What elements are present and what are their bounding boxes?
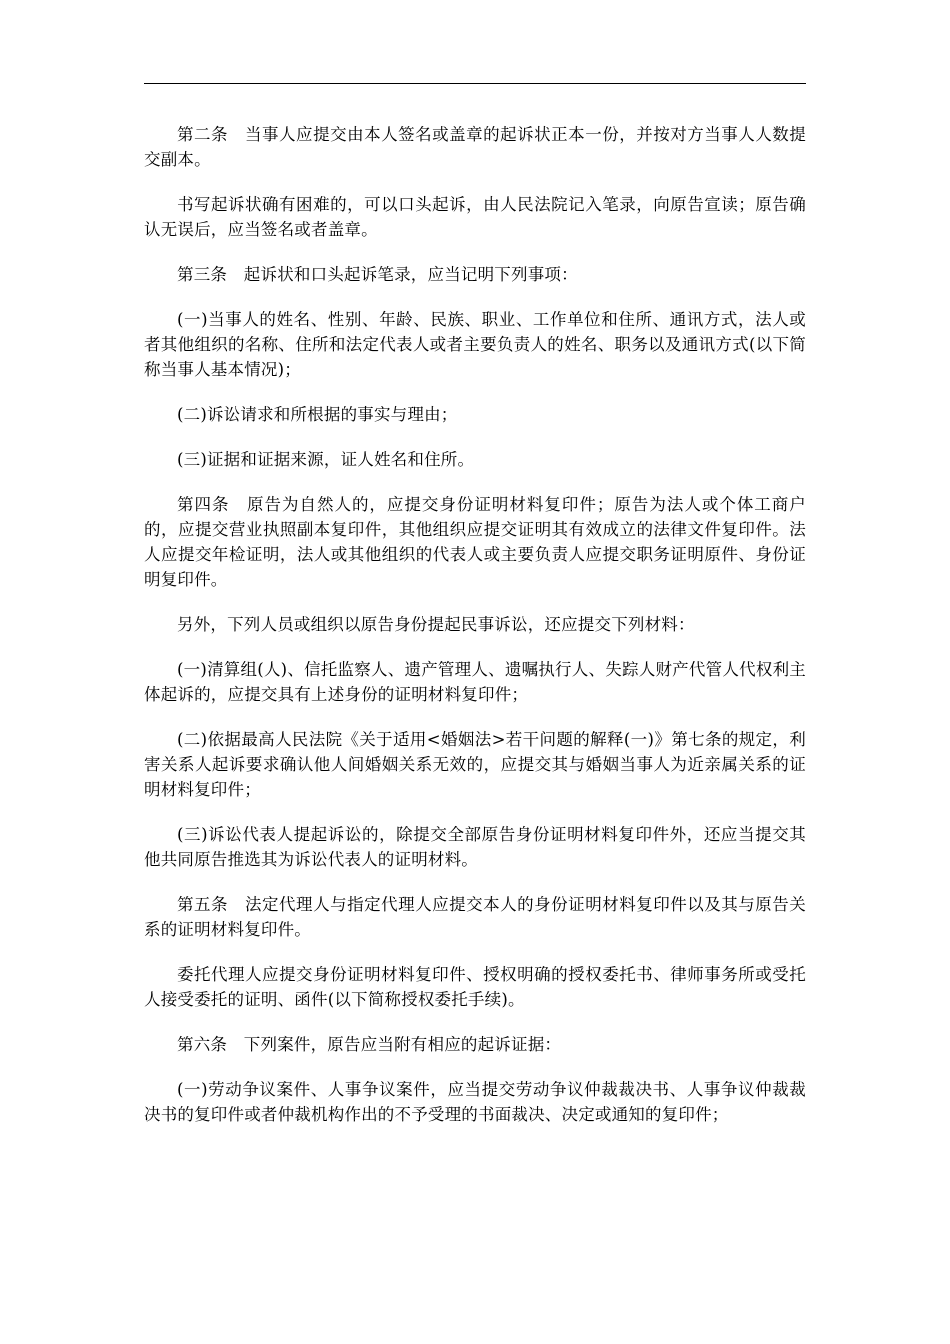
paragraph-article-5: 第五条 法定代理人与指定代理人应提交本人的身份证明材料复印件以及其与原告关系的证明材料复印件。: [144, 895, 806, 939]
paragraph-article-4: 第四条 原告为自然人的，应提交身份证明材料复印件；原告为法人或个体工商户的，应提交营业执照副本复印件，其他组织应提交证明其有效成立的法律文件复印件。法人应提交年检证明，法人或其他组织的代表人或主要负责人应提交职务证明原件、身份证明复印件。: [144, 495, 806, 589]
paragraph-item-2-marriage: (二)依据最高人民法院《关于适用<婚姻法>若干问题的解释(一)》第七条的规定，利害关系人起诉要求确认他人间婚姻关系无效的，应提交其与婚姻当事人为近亲属关系的证明材料复印件；: [144, 730, 806, 799]
paragraph-item-1-labor-dispute: (一)劳动争议案件、人事争议案件，应当提交劳动争议仲裁裁决书、人事争议仲裁裁决书的复印件或者仲裁机构作出的不予受理的书面裁决、决定或通知的复印件；: [144, 1080, 806, 1124]
paragraph-item-2-claims: (二)诉讼请求和所根据的事实与理由；: [177, 405, 458, 424]
paragraph-article-3: 第三条 起诉状和口头起诉笔录，应当记明下列事项：: [177, 265, 578, 284]
header-rule: [144, 83, 806, 84]
paragraph-item-3-evidence: (三)证据和证据来源，证人姓名和住所。: [177, 450, 475, 469]
paragraph-article-2: 第二条 当事人应提交由本人签名或盖章的起诉状正本一份，并按对方当事人人数提交副本。: [144, 125, 806, 169]
paragraph-item-1-liquidation: (一)清算组(人)、信托监察人、遗产管理人、遗嘱执行人、失踪人财产代管人代权利主体起诉的，应提交具有上述身份的证明材料复印件；: [144, 660, 806, 704]
paragraph-additional-materials: 另外，下列人员或组织以原告身份提起民事诉讼，还应提交下列材料：: [177, 615, 695, 634]
paragraph-item-3-representative: (三)诉讼代表人提起诉讼的，除提交全部原告身份证明材料复印件外，还应当提交其他共同原告推选其为诉讼代表人的证明材料。: [144, 825, 806, 869]
paragraph-item-1-party-info: (一)当事人的姓名、性别、年龄、民族、职业、工作单位和住所、通讯方式，法人或者其他组织的名称、住所和法定代表人或者主要负责人的姓名、职务以及通讯方式(以下简称当事人基本情况)；: [144, 310, 806, 379]
paragraph-entrusted-agent: 委托代理人应提交身份证明材料复印件、授权明确的授权委托书、律师事务所或受托人接受委托的证明、函件(以下简称授权委托手续)。: [144, 965, 806, 1009]
paragraph-oral-complaint: 书写起诉状确有困难的，可以口头起诉，由人民法院记入笔录，向原告宣读；原告确认无误后，应当签名或者盖章。: [144, 195, 806, 239]
document-body: [144, 122, 806, 1147]
paragraph-article-6: 第六条 下列案件，原告应当附有相应的起诉证据：: [177, 1035, 562, 1054]
